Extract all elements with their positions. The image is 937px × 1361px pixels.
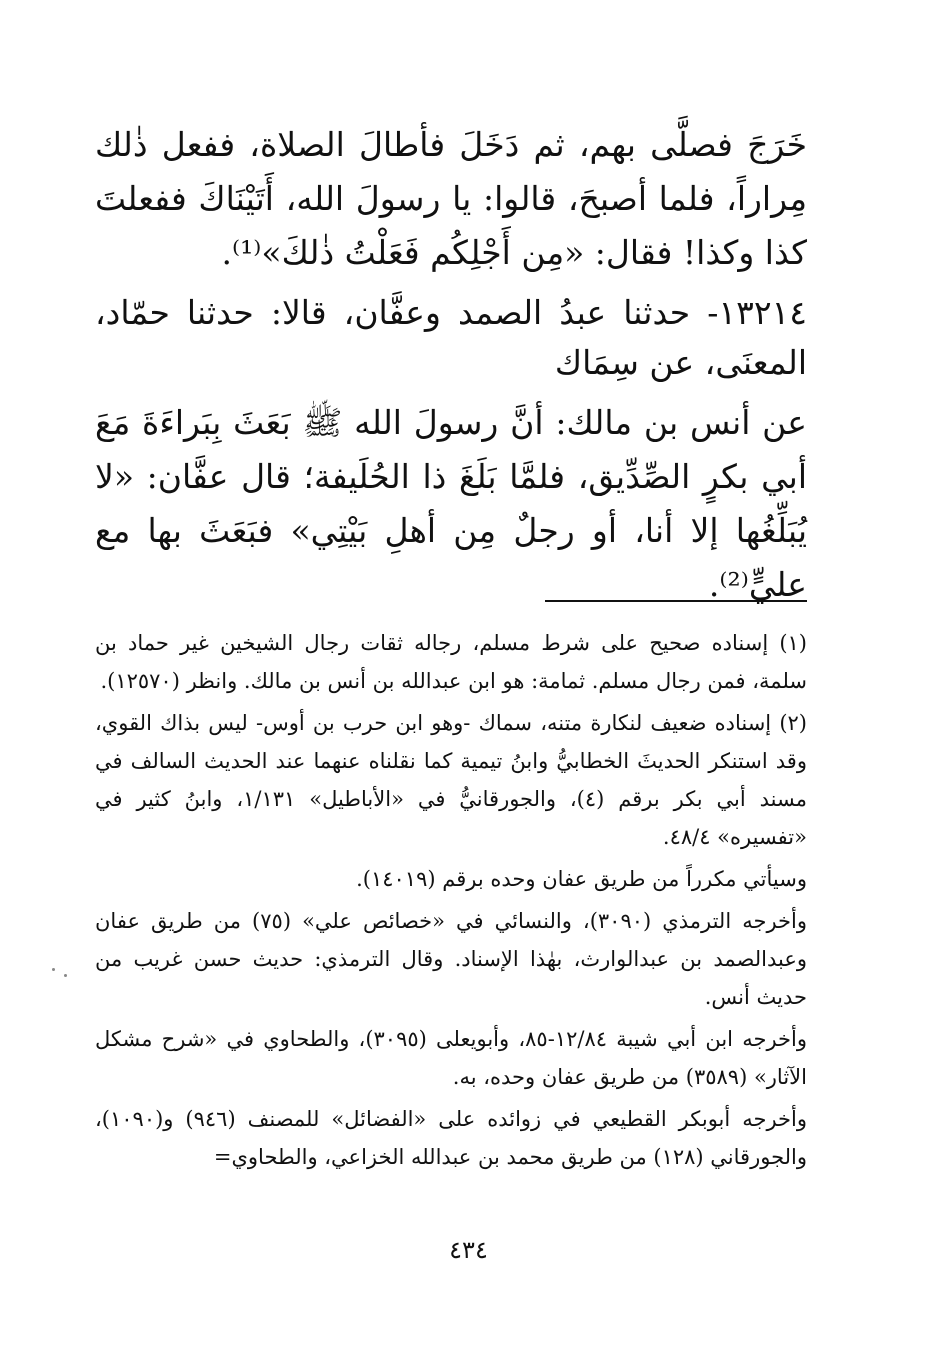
scan-speck: [52, 968, 55, 971]
main-paragraph: خَرَجَ فصلَّى بهم، ثم دَخَلَ فأطالَ الصلاة، ففعل ذٰلك مِراراً، فلما أصبحَ، قالوا: يا رسولَ الله، أَتَيْنَاكَ ففعلتَ كذا وكذا! فقال: «مِن أَجْلِكُم فَعَلْتُ ذٰلكَ»⁽¹⁾.: [95, 125, 807, 272]
scan-speck: [64, 974, 67, 977]
footnote: وسيأتي مكرراً من طريق عفان وحده برقم (١٤٠١٩).: [356, 867, 807, 891]
footnote-divider: [545, 600, 807, 602]
page-number: ٤٣٤: [449, 1236, 488, 1264]
footnote: وأخرجه الترمذي (٣٠٩٠)، والنسائي في «خصائص علي» (٧٥) من طريق عفان وعبدالصمد بن عبدالوارث، بهٰذا الإسناد. وقال الترمذي: حديث حسن غريب من حديث أنس.: [95, 909, 808, 1009]
footnote: (١) إسناده صحيح على شرط مسلم، رجاله ثقات رجال الشيخين غير حماد بن سلمة، فمن رجال مسلم. ثمامة: هو ابن عبدالله بن أنس بن مالك. وانظر (١٢٥٧٠).: [95, 631, 807, 693]
footnote: وأخرجه ابن أبي شيبة ١٢/٨٤-٨٥، وأبويعلى (٣٠٩٥)، والطحاوي في «شرح مشكل الآثار» (٣٥٨٩) من طريق عفان وحده، به.: [95, 1027, 807, 1089]
hadith-number: ١٣٢١٤-: [707, 293, 807, 332]
narration-chain: حدثنا عبدُ الصمد وعفَّان، قالا: حدثنا حمّاد، المعنَى، عن سِمَاك: [95, 293, 807, 382]
footnote: وأخرجه أبوبكر القطيعي في زوائده على «الفضائل» للمصنف (٩٤٦) و(١٠٩٠)، والجورقاني (١٢٨) من طريق محمد بن عبدالله الخزاعي، والطحاوي=: [95, 1107, 807, 1169]
main-paragraph: عن أنس بن مالك: أنَّ رسولَ الله ﷺ بَعَثَ بِبَراءَةَ مَعَ أبي بكرٍ الصِّدِّيق، فلمَّا بَلَغَ ذا الحُلَيفة؛ قال عفَّان: «لا يُبَلِّغُها إلا أنا، أو رجلٌ مِن أهلِ بَيْتِي» فبَعَثَ بها مع عليٍّ⁽²⁾.: [95, 403, 808, 604]
footnotes: [95, 624, 807, 1176]
narration-paragraph: [95, 288, 807, 388]
main-text: [95, 118, 807, 612]
footnote: (٢) إسناده ضعيف لنكارة متنه، سماك -وهو ابن حرب بن أوس- ليس بذاك القوي، وقد استنكر الحديثَ الخطابيُّ وابنُ تيمية كما نقلناه عنهما عند الحديث السالف في مسند أبي بكر برقم (٤)، والجورقانيُّ في «الأباطيل» ١/١٣١، وابنُ كثير في «تفسيره» ٤٨/٤.: [95, 711, 807, 849]
